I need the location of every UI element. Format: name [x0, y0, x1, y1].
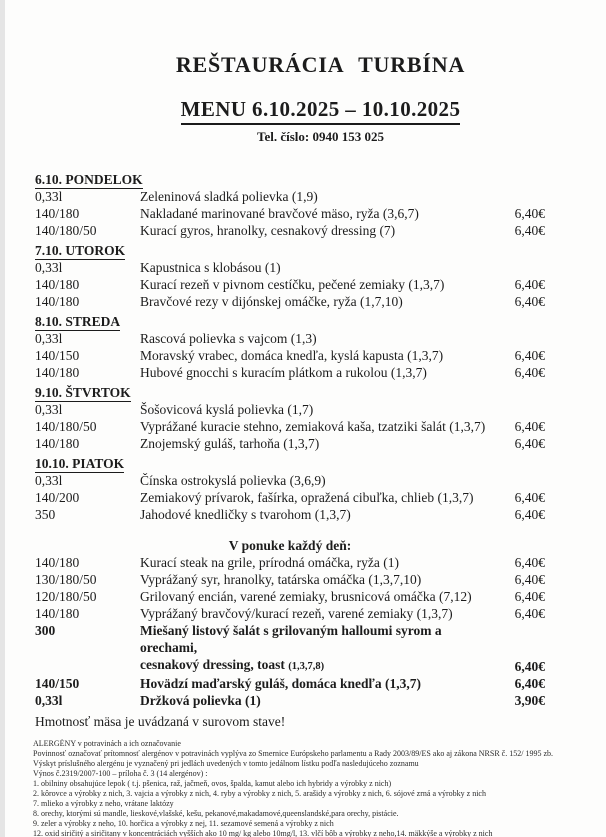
portion-size: 0,33l: [35, 189, 63, 204]
dish-name: Grilovaný encián, varené zemiaky, brusnicová omáčka (7,12): [140, 589, 472, 604]
allergen-line: Povinnosť označovať prítomnosť alergénov v potravinách vyplýva zo Smernice Európskeho parlamentu a Rady 2003/89/ES ako aj zákona NRSR č. 152/ 1995 zb.: [33, 749, 553, 758]
menu-row: [35, 571, 545, 588]
allergen-legend: [33, 739, 596, 837]
portion-size: 0,33l: [35, 473, 63, 488]
menu-body: [0, 171, 606, 709]
portion-size: 0,33l: [35, 260, 63, 275]
price: 6,40€: [514, 419, 545, 434]
price: 6,40€: [514, 659, 545, 674]
portion-size: 300: [35, 623, 56, 638]
menu-row: [35, 222, 545, 239]
portion-size: 140/180: [35, 277, 80, 292]
dish-name: Znojemský guláš, tarhoňa (1,3,7): [140, 436, 320, 451]
dish-name: Zeleninová sladká polievka (1,9): [140, 189, 318, 204]
scan-edge-artifact: [0, 0, 5, 837]
portion-size: 140/150: [35, 348, 80, 363]
price: 6,40€: [514, 507, 545, 522]
portion-size: 120/180/50: [35, 589, 97, 604]
portion-size: 140/150: [35, 676, 80, 691]
price: 6,40€: [514, 365, 545, 380]
menu-row: [35, 692, 545, 709]
dish-name: Kurací rezeň v pivnom cestíčku, pečené zemiaky (1,3,7): [140, 277, 445, 292]
allergen-line: ALERGÉNY v potravinách a ich označovanie: [33, 739, 181, 748]
allergen-line: Výskyt príslušného alergénu je vyznačený pri jedlách uvedených v tomto jedálnom lístku podľa nasledujúceho zoznamu: [33, 759, 419, 768]
price: 6,40€: [514, 572, 545, 587]
price: 6,40€: [514, 348, 545, 363]
dish-name: Čínska ostrokyslá polievka (3,6,9): [140, 473, 326, 488]
dish-name: Moravský vrabec, domáca knedľa, kyslá kapusta (1,3,7): [140, 348, 444, 363]
dish-name: Miešaný listový šalát s grilovaným halloumi syrom a orechami, cesnakový dressing, toast (1,3,7,8): [140, 623, 442, 672]
menu-row: [35, 276, 545, 293]
menu-row: [35, 622, 545, 675]
portion-size: 140/180: [35, 606, 80, 621]
price: 6,40€: [514, 206, 545, 221]
allergen-line: 9. zeler a výrobky z neho, 10. horčica a výrobky z nej, 11. sezamové semená a výrobky z nich: [33, 819, 334, 828]
day-section-piatok: [35, 455, 545, 523]
phone-number: Tel. číslo: 0940 153 025: [257, 129, 384, 144]
day-section-pondelok: [35, 171, 545, 239]
price: 3,90€: [514, 693, 545, 708]
price: 6,40€: [514, 676, 545, 691]
menu-row: [35, 506, 545, 523]
dish-name: Zemiakový prívarok, fašírka, opražená cibuľka, chlieb (1,3,7): [140, 490, 474, 505]
price: 6,40€: [514, 223, 545, 238]
allergen-line: 12. oxid siričitý a siričitany v koncentráciách vyšších ako 10 mg/ kg alebo 10mg/l, 13. vlčí bôb a výrobky z neho,14. mäkkýše a výrobky z nich: [33, 829, 493, 837]
menu-row: [35, 489, 545, 506]
dish-name: Kurací steak na grile, prírodná omáčka, ryža (1): [140, 555, 400, 570]
allergen-codes: (1,3,7,8): [288, 661, 325, 672]
portion-size: 140/180: [35, 206, 80, 221]
menu-row: [35, 418, 545, 435]
allergen-line: 7. mlieko a výrobky z neho, vrátane laktózy: [33, 799, 174, 808]
menu-row: [35, 330, 545, 347]
dish-name: Jahodové knedličky s tvarohom (1,3,7): [140, 507, 351, 522]
menu-row: [35, 347, 545, 364]
allergen-line: Výnos č.2319/2007-100 – príloha č. 3 (14 alergénov) :: [33, 769, 208, 778]
menu-header: [35, 0, 606, 144]
portion-size: 140/180/50: [35, 419, 97, 434]
day-heading: 7.10. UTOROK: [35, 243, 126, 258]
price: 6,40€: [514, 589, 545, 604]
allergen-line: 1. obilniny obsahujúce lepok ( t.j. pšenica, raž, jačmeň, ovos, špalda, kamut alebo ich hybridy a výrobky z nich): [33, 779, 392, 788]
menu-row: [35, 605, 545, 622]
dish-name: Rascová polievka s vajcom (1,3): [140, 331, 317, 346]
allergen-line: 8. orechy, ktorými sú mandle, lieskové,vlašské, kešu, pekanové,makadamové,queenslandské,para orechy, pistácie.: [33, 809, 399, 818]
portion-size: 130/180/50: [35, 572, 97, 587]
portion-size: 140/180/50: [35, 223, 97, 238]
menu-row: [35, 588, 545, 605]
restaurant-name: REŠTAURÁCIA TURBÍNA: [175, 52, 466, 77]
menu-row: [35, 205, 545, 222]
dish-name: Vyprážané kuracie stehno, zemiaková kaša, tzatziki šalát (1,3,7): [140, 419, 486, 434]
portion-size: 140/180: [35, 365, 80, 380]
dish-name: Bravčové rezy v dijónskej omáčke, ryža (1,7,10): [140, 294, 403, 309]
price: 6,40€: [514, 606, 545, 621]
dish-name: Šošovicová kyslá polievka (1,7): [140, 402, 314, 417]
dish-name: Držková polievka (1): [140, 693, 261, 708]
day-section-stvrtok: [35, 384, 545, 452]
price: 6,40€: [514, 277, 545, 292]
portion-size: 0,33l: [35, 693, 63, 708]
menu-row: [35, 472, 545, 489]
raw-weight-note: Hmotnosť mäsa je uvádzaná v surovom stave!: [35, 714, 286, 729]
day-heading: 10.10. PIATOK: [35, 456, 125, 471]
menu-row: [35, 293, 545, 310]
menu-row: [35, 435, 545, 452]
dish-name: Kapustnica s klobásou (1): [140, 260, 281, 275]
portion-size: 140/180: [35, 436, 80, 451]
price: 6,40€: [514, 490, 545, 505]
portion-size: 140/180: [35, 294, 80, 309]
day-heading: 9.10. ŠTVRTOK: [35, 385, 131, 400]
dish-name: Nakladané marinované bravčové mäso, ryža (3,6,7): [140, 206, 419, 221]
dish-name: Vyprážaný bravčový/kurací rezeň, varené zemiaky (1,3,7): [140, 606, 453, 621]
portion-size: 0,33l: [35, 331, 63, 346]
dish-name: Kurací gyros, hranolky, cesnakový dressing (7): [140, 223, 396, 238]
price: 6,40€: [514, 436, 545, 451]
portion-size: 140/200: [35, 490, 80, 505]
menu-row: [35, 675, 545, 692]
day-section-utorok: [35, 242, 545, 310]
portion-size: 140/180: [35, 555, 80, 570]
portion-size: 0,33l: [35, 402, 63, 417]
allergen-line: 2. kôrovce a výrobky z nich, 3. vajcia a výrobky z nich, 4. ryby a výrobky z nich, 5. arašidy a výrobky z nich, 6. sójové zrná a výrobky z nich: [33, 789, 486, 798]
day-section-streda: [35, 313, 545, 381]
day-heading: 8.10. STREDA: [35, 314, 121, 329]
menu-row: [35, 364, 545, 381]
dish-name: Vyprážaný syr, hranolky, tatárska omáčka (1,3,7,10): [140, 572, 422, 587]
menu-row: [35, 259, 545, 276]
price: 6,40€: [514, 294, 545, 309]
dish-name: Hubové gnocchi s kuracím plátkom a rukolou (1,3,7): [140, 365, 427, 380]
daily-offer-section: [35, 537, 545, 709]
day-heading: 6.10. PONDELOK: [35, 172, 143, 187]
daily-offer-heading: V ponuke každý deň:: [228, 538, 352, 553]
menu-row: [35, 188, 545, 205]
menu-row: [35, 554, 545, 571]
portion-size: 350: [35, 507, 56, 522]
dish-name: Hovädzí maďarský guláš, domáca knedľa (1,3,7): [140, 676, 421, 691]
price: 6,40€: [514, 555, 545, 570]
menu-row: [35, 401, 545, 418]
menu-date-range: MENU 6.10.2025 – 10.10.2025: [181, 97, 461, 125]
